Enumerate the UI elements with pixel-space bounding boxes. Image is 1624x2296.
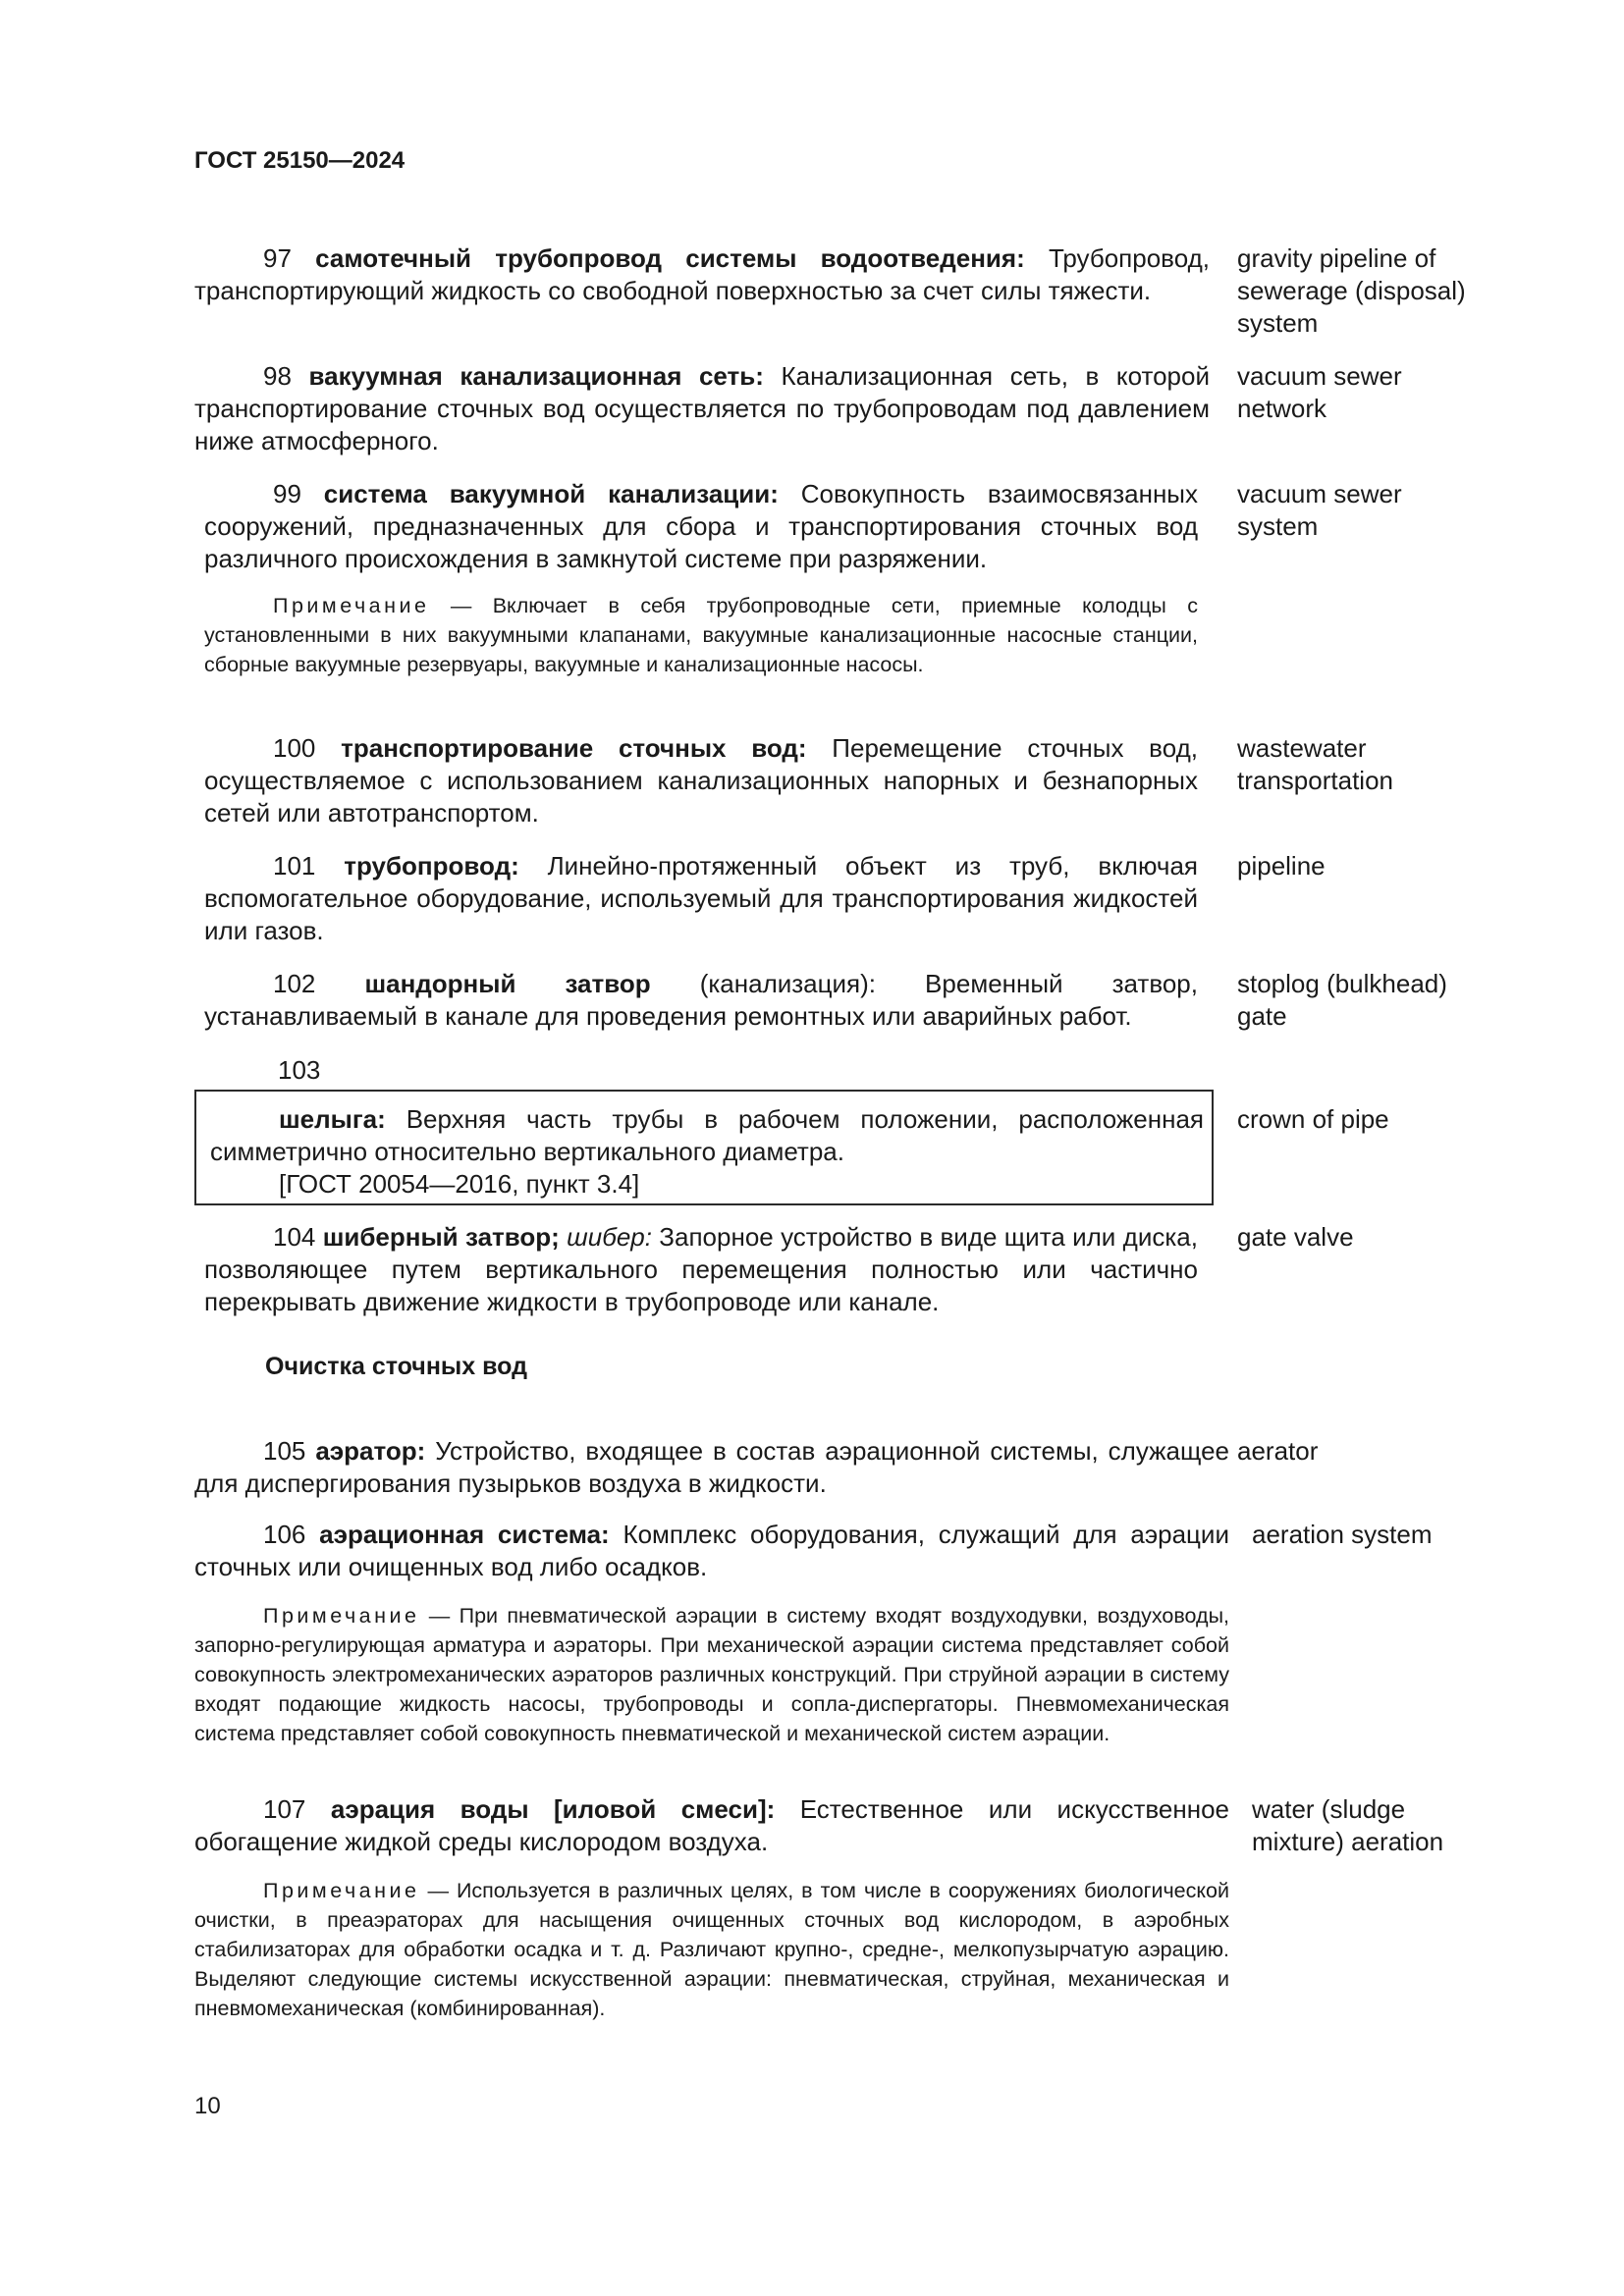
english-term-106 <box>1252 1519 1507 1551</box>
entry-number: 98 <box>263 361 292 391</box>
entry-definition: Естественное или искусственное обогащение жидкой среды кислородом воздуха. <box>194 1794 1229 1856</box>
entry-99 <box>204 478 1198 575</box>
english-term-line: mixture) aeration <box>1252 1827 1444 1856</box>
document-header: ГОСТ 25150—2024 <box>194 147 406 174</box>
english-term-98 <box>1237 360 1492 425</box>
note-text: — При пневматической аэрации в систему входят воздуходувки, воздуховоды, запорно-регулирующая арматура и аэраторы. При механической аэрации система представляет собой совокупность электромеханических аэраторов различных конструкций. При струйной аэрации в систему входят подающие жидкость насосы, трубопроводы и сопла-диспергаторы. Пневмомеханическая система представляет собой совокупность пневматической и механической систем аэрации. <box>194 1604 1229 1745</box>
note-text: — Используется в различных целях, в том числе в сооружениях биологической очистки, в преаэраторах для насыщения очищенных сточных вод кислородом, в аэробных стабилизаторах для обработки осадка и т. д. Различают крупно-, средне-, мелкопузырчатую аэрацию. Выделяют следующие системы искусственной аэрации: пневматическая, струйная, механическая и пневмомеханическая (комбинированная). <box>194 1879 1229 2020</box>
entry-number: 107 <box>263 1794 306 1824</box>
english-term-line: water (sludge <box>1252 1794 1406 1824</box>
section-heading: Очистка сточных вод <box>265 1353 527 1380</box>
english-term-line: wastewater <box>1237 733 1367 763</box>
english-term-line: aeration system <box>1252 1520 1433 1549</box>
entry-number: 105 <box>263 1436 306 1466</box>
entry-100 <box>204 732 1198 829</box>
entry-105 <box>194 1435 1229 1500</box>
english-term-line: vacuum sewer <box>1237 361 1402 391</box>
entry-definition: Совокупность взаимосвязанных сооружений, предназначенных для сбора и транспортирования сточных вод различного происхождения в замкнутой системе при разряжении. <box>204 479 1198 573</box>
note-label: Примечание <box>263 1604 420 1628</box>
page-number: 10 <box>194 2093 221 2119</box>
entry-number: 101 <box>273 851 316 881</box>
entry-term: шиберный затвор; <box>322 1222 560 1252</box>
entry-106 <box>194 1519 1229 1583</box>
english-term-line: vacuum sewer <box>1237 479 1402 508</box>
entry-term: самотечный трубопровод системы водоотведения: <box>315 243 1025 273</box>
english-term-line: pipeline <box>1237 851 1326 881</box>
entry-definition: Канализационная сеть, в которой транспортирование сточных вод осуществляется по трубопроводам под давлением ниже атмосферного. <box>194 361 1210 455</box>
entry-definition: Верхняя часть трубы в рабочем положении, расположенная симметрично относительно вертикального диаметра. <box>210 1104 1204 1166</box>
english-term-103 <box>1237 1103 1492 1136</box>
entry-term: транспортирование сточных вод: <box>341 733 807 763</box>
entry-term: аэрационная система: <box>319 1520 610 1549</box>
entry-definition: Устройство, входящее в состав аэрационной системы, служащее для диспергирования пузырьков воздуха в жидкости. <box>194 1436 1229 1498</box>
english-term-99 <box>1237 478 1492 543</box>
english-term-105 <box>1237 1435 1492 1468</box>
english-term-107 <box>1252 1793 1507 1858</box>
note-label: Примечание <box>263 1879 420 1902</box>
entry-term: трубопровод: <box>344 851 519 881</box>
entry-definition: Запорное устройство в виде щита или диска, позволяющее путем вертикального перемещения полностью или частично перекрывать движение жидкости в трубопроводе или канале. <box>204 1222 1198 1316</box>
entry-107 <box>194 1793 1229 1858</box>
english-term-line: transportation <box>1237 766 1393 795</box>
english-term-101 <box>1237 850 1492 882</box>
entry-term: шелыга: <box>279 1104 386 1134</box>
english-term-line: crown of pipe <box>1237 1104 1389 1134</box>
english-term-line: system <box>1237 308 1319 338</box>
entry-term: аэратор: <box>315 1436 426 1466</box>
note-text: — Включает в себя трубопроводные сети, приемные колодцы с установленными в них вакуумными клапанами, вакуумные канализационные насосные станции, сборные вакуумные резервуары, вакуумные и канализационные насосы. <box>204 594 1198 676</box>
entry-number: 97 <box>263 243 292 273</box>
entry-definition: Комплекс оборудования, служащий для аэрации сточных или очищенных вод либо осадков. <box>194 1520 1229 1581</box>
entry-definition: Трубопровод, транспортирующий жидкость со свободной поверхностью за счет силы тяжести. <box>194 243 1210 305</box>
english-term-line: sewerage (disposal) <box>1237 276 1466 305</box>
english-term-100 <box>1237 732 1492 797</box>
english-term-102 <box>1237 968 1492 1033</box>
entry-104 <box>204 1221 1198 1318</box>
entry-number: 104 <box>273 1222 316 1252</box>
english-term-line: system <box>1237 511 1319 541</box>
source-reference: [ГОСТ 20054—2016, пункт 3.4] <box>279 1169 640 1199</box>
entry-number: 100 <box>273 733 316 763</box>
english-term-line: stoplog (bulkhead) <box>1237 969 1447 998</box>
entry-term: система вакуумной канализации: <box>323 479 779 508</box>
english-term-line: gravity pipeline of <box>1237 243 1436 273</box>
entry-term: шандорный затвор <box>364 969 651 998</box>
english-term-line: network <box>1237 394 1327 423</box>
note-106 <box>194 1601 1229 1748</box>
english-term-line: gate <box>1237 1001 1287 1031</box>
entry-synonym: шибер: <box>559 1222 652 1252</box>
english-term-104 <box>1237 1221 1492 1254</box>
note-107 <box>194 1876 1229 2023</box>
entry-term: вакуумная канализационная сеть: <box>308 361 764 391</box>
entry-number: 106 <box>263 1520 306 1549</box>
note-99 <box>204 591 1198 679</box>
entry-98 <box>194 360 1210 457</box>
entry-101 <box>204 850 1198 947</box>
entry-97 <box>194 242 1210 307</box>
entry-number: 99 <box>273 479 301 508</box>
entry-number: 102 <box>273 969 316 998</box>
english-term-line: gate valve <box>1237 1222 1354 1252</box>
note-label: Примечание <box>273 594 430 617</box>
english-term-line: aerator <box>1237 1436 1319 1466</box>
entry-term: аэрация воды [иловой смеси]: <box>330 1794 776 1824</box>
entry-102 <box>204 968 1198 1033</box>
entry-number: 103 <box>278 1055 321 1085</box>
entry-definition: (канализация): Временный затвор, устанавливаемый в канале для проведения ремонтных или аварийных работ. <box>204 969 1198 1031</box>
entry-definition: Линейно-протяженный объект из труб, включая вспомогательное оборудование, используемый для транспортирования жидкостей или газов. <box>204 851 1198 945</box>
entry-103 <box>210 1103 1204 1168</box>
entry-definition: Перемещение сточных вод, осуществляемое с использованием канализационных напорных и безнапорных сетей или автотранспортом. <box>204 733 1198 828</box>
english-term-97 <box>1237 242 1492 340</box>
